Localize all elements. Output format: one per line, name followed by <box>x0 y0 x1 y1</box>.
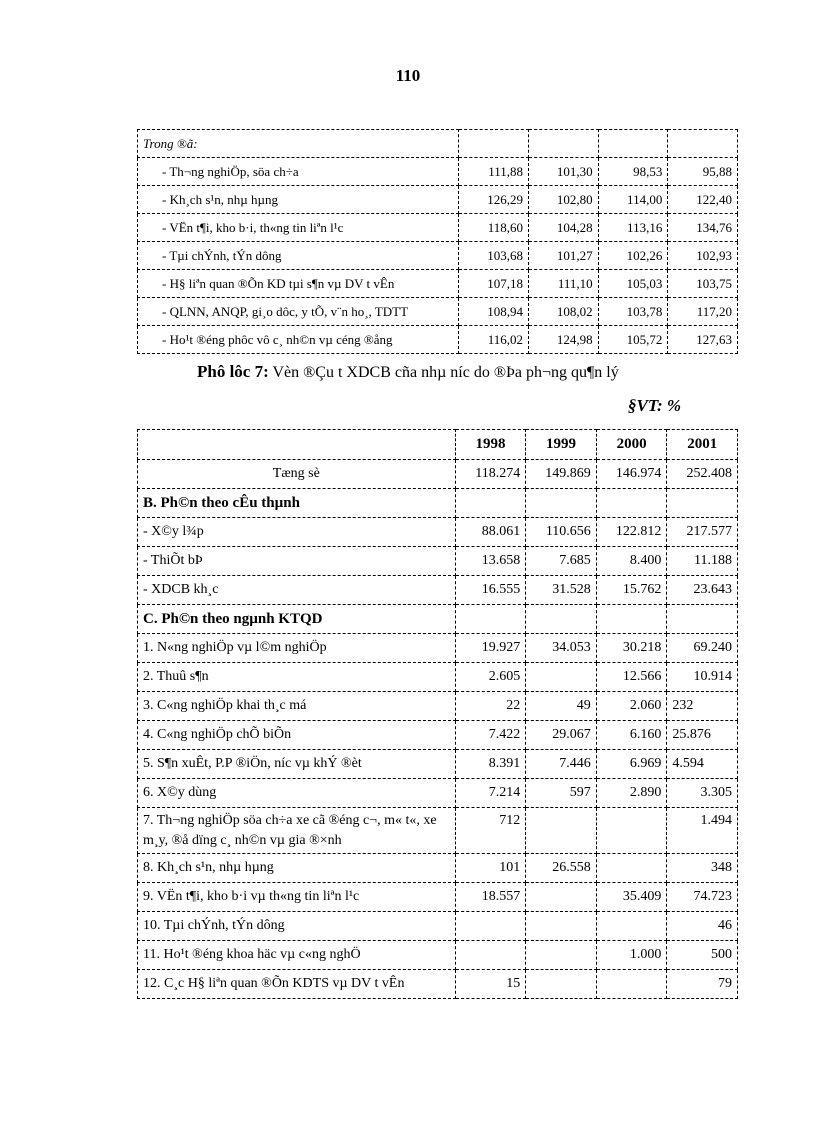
table-cell: 124,98 <box>529 326 599 354</box>
table-row <box>138 186 738 214</box>
row-label: Tæng sè <box>138 460 456 489</box>
table-cell <box>526 489 597 518</box>
table-cell <box>598 130 668 158</box>
table-cell: 1.494 <box>667 808 738 854</box>
table-row <box>138 460 738 489</box>
table-cell: 118,60 <box>459 214 529 242</box>
table-cell: 117,20 <box>668 298 738 326</box>
table-cell <box>596 854 667 883</box>
row-label: - ThiÕt bÞ <box>138 547 456 576</box>
table-cell <box>459 130 529 158</box>
table-cell: 102,80 <box>529 186 599 214</box>
row-label: - Kh¸ch s¹n, nhµ hµng <box>138 186 459 214</box>
table-cell: 12.566 <box>596 663 667 692</box>
table-cell: 217.577 <box>667 518 738 547</box>
row-label: 1. N«ng nghiÖp vµ l©m nghiÖp <box>138 634 456 663</box>
table-cell <box>529 130 599 158</box>
table-cell: 35.409 <box>596 883 667 912</box>
table-cell: 103,78 <box>598 298 668 326</box>
row-label: - Ho¹t ®éng phôc vô c¸ nh©n vµ céng ®ång <box>138 326 459 354</box>
table-cell <box>455 605 526 634</box>
growth-index-table <box>137 129 738 354</box>
table-cell: 252.408 <box>667 460 738 489</box>
table-row <box>138 489 738 518</box>
table-cell: 114,00 <box>598 186 668 214</box>
table-cell: 103,68 <box>459 242 529 270</box>
table-row <box>138 808 738 854</box>
table-cell: 500 <box>667 941 738 970</box>
table-row <box>138 547 738 576</box>
table-cell: 127,63 <box>668 326 738 354</box>
table-cell <box>596 912 667 941</box>
table-cell <box>526 941 597 970</box>
row-label: 6. X©y dùng <box>138 779 456 808</box>
table-cell: 10.914 <box>667 663 738 692</box>
table-cell: 108,94 <box>459 298 529 326</box>
row-label: C. Ph©n theo ngµnh KTQD <box>138 605 456 634</box>
row-label: 11. Ho¹t ®éng khoa häc vµ c«ng nghÖ <box>138 941 456 970</box>
table-cell: 88.061 <box>455 518 526 547</box>
table-row <box>138 576 738 605</box>
table-row <box>138 912 738 941</box>
table-cell: 102,93 <box>668 242 738 270</box>
row-label: Trong ®ã: <box>138 130 459 158</box>
year-header: 1999 <box>526 430 597 460</box>
table-cell: 348 <box>667 854 738 883</box>
table-row <box>138 130 738 158</box>
table-cell: 6.969 <box>596 750 667 779</box>
table-row <box>138 634 738 663</box>
table-row <box>138 883 738 912</box>
table-cell: 46 <box>667 912 738 941</box>
table-cell: 11.188 <box>667 547 738 576</box>
table-cell: 74.723 <box>667 883 738 912</box>
table-row <box>138 854 738 883</box>
table-cell: 116,02 <box>459 326 529 354</box>
table-cell <box>526 605 597 634</box>
table-cell: 22 <box>455 692 526 721</box>
table-row <box>138 663 738 692</box>
row-label: 10. Tµi chÝnh, tÝn dông <box>138 912 456 941</box>
table-cell: 103,75 <box>668 270 738 298</box>
table-cell: 19.927 <box>455 634 526 663</box>
table-cell: 18.557 <box>455 883 526 912</box>
table-cell <box>526 808 597 854</box>
table-cell <box>526 912 597 941</box>
row-label: - Th¬ng nghiÖp, söa ch÷a <box>138 158 459 186</box>
table-cell: 101,27 <box>529 242 599 270</box>
table-cell: 108,02 <box>529 298 599 326</box>
table-cell <box>668 130 738 158</box>
row-label: 3. C«ng nghiÖp khai th¸c má <box>138 692 456 721</box>
row-label: 4. C«ng nghiÖp chÕ biÕn <box>138 721 456 750</box>
table-cell: 146.974 <box>596 460 667 489</box>
appendix-caption <box>197 362 619 382</box>
appendix-label: Phô lôc 7: <box>197 362 269 381</box>
table-cell: 8.391 <box>455 750 526 779</box>
row-label: - Tµi chÝnh, tÝn dông <box>138 242 459 270</box>
table-cell: 105,03 <box>598 270 668 298</box>
row-label: 2. Thuû s¶n <box>138 663 456 692</box>
table-cell <box>526 970 597 999</box>
table-cell <box>526 883 597 912</box>
table-cell: 79 <box>667 970 738 999</box>
row-label: 8. Kh¸ch s¹n, nhµ hµng <box>138 854 456 883</box>
table-cell: 25.876 <box>667 721 738 750</box>
table-row <box>138 941 738 970</box>
row-label: 12. C¸c H§ liªn quan ®Õn KDTS vµ DV t vÊn <box>138 970 456 999</box>
row-label: 9. VËn t¶i, kho b·i vµ th«ng tin liªn l¹c <box>138 883 456 912</box>
table-cell: 105,72 <box>598 326 668 354</box>
table-cell: 101 <box>455 854 526 883</box>
table-row <box>138 270 738 298</box>
table-cell: 712 <box>455 808 526 854</box>
table-cell: 23.643 <box>667 576 738 605</box>
table-cell: 597 <box>526 779 597 808</box>
row-label: 5. S¶n xuÊt, P.P ®iÖn, níc vµ khÝ ®èt <box>138 750 456 779</box>
table-cell <box>455 941 526 970</box>
table-cell: 122.812 <box>596 518 667 547</box>
row-label: - QLNN, ANQP, gi¸o dôc, y tÕ, v¨n ho¸, TDTT <box>138 298 459 326</box>
header-blank <box>138 430 456 460</box>
table-row <box>138 298 738 326</box>
table-cell: 30.218 <box>596 634 667 663</box>
table-cell: 2.060 <box>596 692 667 721</box>
table-cell: 98,53 <box>598 158 668 186</box>
table-cell: 118.274 <box>455 460 526 489</box>
table-cell: 34.053 <box>526 634 597 663</box>
unit-label: §VT: % <box>628 396 682 415</box>
table-cell: 15.762 <box>596 576 667 605</box>
table-cell <box>526 663 597 692</box>
table-row <box>138 779 738 808</box>
row-label: - XDCB kh¸c <box>138 576 456 605</box>
table-cell: 110.656 <box>526 518 597 547</box>
row-label: - VËn t¶i, kho b·i, th«ng tin liªn l¹c <box>138 214 459 242</box>
appendix-title: Vèn ®Çu t XDCB cña nhµ níc do ®Þa ph¬ng qu¶n lý <box>268 364 619 381</box>
table-cell <box>596 605 667 634</box>
table-cell: 4.594 <box>667 750 738 779</box>
table-cell <box>455 912 526 941</box>
table-cell: 7.446 <box>526 750 597 779</box>
table-cell: 29.067 <box>526 721 597 750</box>
row-label: - H§ liªn quan ®Õn KD tµi s¶n vµ DV t vÊn <box>138 270 459 298</box>
year-header: 2001 <box>667 430 738 460</box>
table-cell: 111,10 <box>529 270 599 298</box>
table-cell: 111,88 <box>459 158 529 186</box>
table-cell: 1.000 <box>596 941 667 970</box>
year-header: 2000 <box>596 430 667 460</box>
table-cell: 6.160 <box>596 721 667 750</box>
table-cell <box>596 970 667 999</box>
table-row <box>138 518 738 547</box>
table-cell: 26.558 <box>526 854 597 883</box>
table-row <box>138 750 738 779</box>
table-cell: 107,18 <box>459 270 529 298</box>
table-cell: 232 <box>667 692 738 721</box>
table-cell: 134,76 <box>668 214 738 242</box>
table-cell: 7.685 <box>526 547 597 576</box>
table-row <box>138 605 738 634</box>
investment-table <box>137 429 738 999</box>
table-cell <box>667 489 738 518</box>
table-cell <box>596 808 667 854</box>
row-label: - X©y l¾p <box>138 518 456 547</box>
table-cell: 7.214 <box>455 779 526 808</box>
table-cell: 113,16 <box>598 214 668 242</box>
table-row <box>138 721 738 750</box>
table-cell: 2.605 <box>455 663 526 692</box>
table-cell: 69.240 <box>667 634 738 663</box>
table-cell: 16.555 <box>455 576 526 605</box>
table-cell: 8.400 <box>596 547 667 576</box>
table-cell: 149.869 <box>526 460 597 489</box>
year-header: 1998 <box>455 430 526 460</box>
table-cell <box>667 605 738 634</box>
table-cell: 13.658 <box>455 547 526 576</box>
table-cell: 101,30 <box>529 158 599 186</box>
table-cell: 3.305 <box>667 779 738 808</box>
table-cell: 95,88 <box>668 158 738 186</box>
row-label: 7. Th¬ng nghiÖp söa ch÷a xe cã ®éng c¬, m« t«, xe m¸y, ®å dïng c¸ nh©n vµ gia ®×nh <box>138 808 456 854</box>
table-cell <box>455 489 526 518</box>
table-cell: 7.422 <box>455 721 526 750</box>
table-cell: 31.528 <box>526 576 597 605</box>
table-row <box>138 970 738 999</box>
table-row <box>138 326 738 354</box>
table-cell: 2.890 <box>596 779 667 808</box>
page-number: 110 <box>395 66 421 85</box>
table-row <box>138 692 738 721</box>
table-cell: 126,29 <box>459 186 529 214</box>
row-label: B. Ph©n theo cÊu thµnh <box>138 489 456 518</box>
table-cell: 15 <box>455 970 526 999</box>
table-cell: 122,40 <box>668 186 738 214</box>
table-row <box>138 214 738 242</box>
table-cell: 102,26 <box>598 242 668 270</box>
table-row <box>138 242 738 270</box>
table-cell: 104,28 <box>529 214 599 242</box>
table-cell <box>596 489 667 518</box>
table-cell: 49 <box>526 692 597 721</box>
table-row <box>138 158 738 186</box>
